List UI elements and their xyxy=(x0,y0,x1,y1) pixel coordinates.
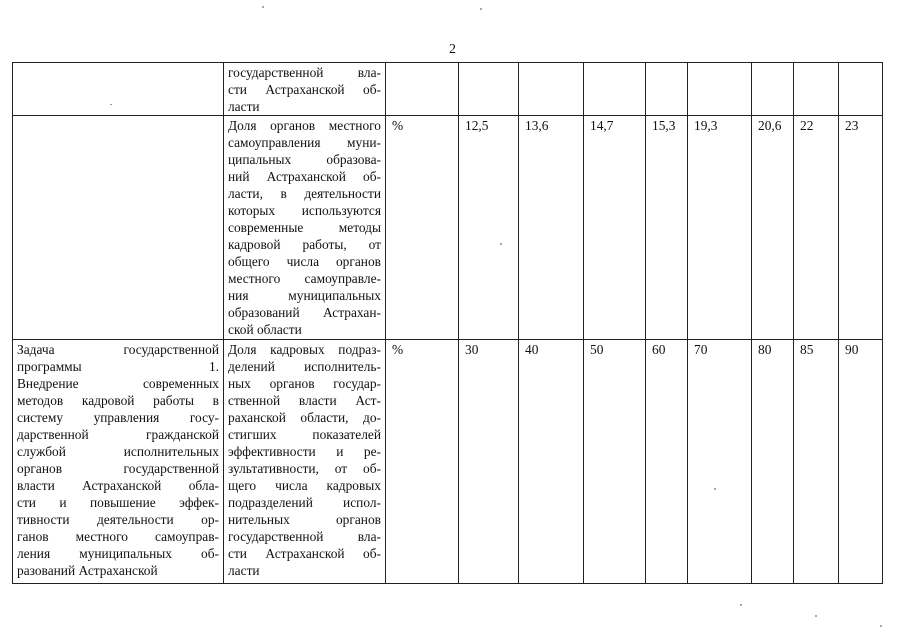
indicator-line: ных органов государ- xyxy=(228,376,381,391)
scan-speck xyxy=(714,488,716,490)
indicator-line: ний Астраханской об- xyxy=(228,169,381,184)
task-line: сти и повышение эффек- xyxy=(17,495,219,510)
value-cell: 23 xyxy=(839,116,883,340)
indicator-line: которых используются xyxy=(228,203,381,218)
table-body xyxy=(13,63,883,584)
unit-cell xyxy=(386,63,459,116)
indicator-line: подразделений испол- xyxy=(228,495,381,510)
indicator-line: Доля кадровых подраз- xyxy=(228,342,381,357)
page-number: 2 xyxy=(449,42,456,57)
task-line: ления муниципальных об- xyxy=(17,546,219,561)
indicator-line: сти Астраханской об- xyxy=(228,82,381,97)
task-line: методов кадровой работы в xyxy=(17,393,219,408)
indicator-line: нительных органов xyxy=(228,512,381,527)
value-cell: 90 xyxy=(839,340,883,584)
unit-cell: % xyxy=(386,116,459,340)
indicator-line: стигших показателей xyxy=(228,427,381,442)
indicator-line: ской области xyxy=(228,322,302,337)
scan-speck xyxy=(262,6,264,8)
task-cell xyxy=(13,116,224,340)
value-cell: 12,5 xyxy=(459,116,519,340)
value-cell xyxy=(459,63,519,116)
indicator-line: ласти xyxy=(228,563,260,578)
scan-speck xyxy=(500,243,502,245)
task-line: власти Астраханской обла- xyxy=(17,478,219,493)
indicators-table xyxy=(12,62,883,584)
indicator-line: современные методы xyxy=(228,220,381,235)
indicator-line: сти Астраханской об- xyxy=(228,546,381,561)
scan-speck xyxy=(110,104,112,105)
indicator-line: государственной вла- xyxy=(228,65,381,80)
indicator-cell xyxy=(224,63,386,116)
value-cell: 22 xyxy=(794,116,839,340)
scan-speck xyxy=(740,604,742,606)
indicator-cell xyxy=(224,116,386,340)
value-cell: 50 xyxy=(584,340,646,584)
indicator-line: эффективности и ре- xyxy=(228,444,381,459)
indicator-line: зультативности, от об- xyxy=(228,461,381,476)
value-cell: 15,3 xyxy=(646,116,688,340)
indicator-line: Доля органов местного xyxy=(228,118,381,133)
scan-speck xyxy=(480,8,482,10)
task-line: тивности деятельности ор- xyxy=(17,512,219,527)
scan-speck xyxy=(815,615,817,617)
indicator-line: ципальных образова- xyxy=(228,152,381,167)
task-line: программы 1. xyxy=(17,359,219,374)
indicator-line: ласти, в деятельности xyxy=(228,186,381,201)
value-cell xyxy=(646,63,688,116)
value-cell: 60 xyxy=(646,340,688,584)
value-cell: 85 xyxy=(794,340,839,584)
value-cell: 30 xyxy=(459,340,519,584)
task-line: дарственной гражданской xyxy=(17,427,219,442)
indicator-line: государственной вла- xyxy=(228,529,381,544)
indicator-line: самоуправления муни- xyxy=(228,135,381,150)
task-cell xyxy=(13,63,224,116)
indicator-line: ственной власти Аст- xyxy=(228,393,381,408)
task-line: Задача государственной xyxy=(17,342,219,357)
table-row xyxy=(13,340,883,584)
indicator-line: ния муниципальных xyxy=(228,288,381,303)
indicator-line: делений исполнитель- xyxy=(228,359,381,374)
value-cell xyxy=(752,63,794,116)
indicator-line: местного самоуправле- xyxy=(228,271,381,286)
unit-cell: % xyxy=(386,340,459,584)
value-cell: 70 xyxy=(688,340,752,584)
indicator-line: кадровой работы, от xyxy=(228,237,381,252)
task-line: органов государственной xyxy=(17,461,219,476)
indicator-line: щего числа кадровых xyxy=(228,478,381,493)
value-cell xyxy=(794,63,839,116)
value-cell: 13,6 xyxy=(519,116,584,340)
value-cell xyxy=(519,63,584,116)
value-cell xyxy=(584,63,646,116)
task-line: систему управления госу- xyxy=(17,410,219,425)
value-cell: 20,6 xyxy=(752,116,794,340)
task-line: ганов местного самоуправ- xyxy=(17,529,219,544)
task-line: Внедрение современных xyxy=(17,376,219,391)
indicator-line: общего числа органов xyxy=(228,254,381,269)
table-row xyxy=(13,116,883,340)
value-cell xyxy=(839,63,883,116)
table-row xyxy=(13,63,883,116)
scan-speck xyxy=(880,625,882,627)
indicator-line: образований Астрахан- xyxy=(228,305,381,320)
indicator-line: ласти xyxy=(228,99,260,114)
task-line: службой исполнительных xyxy=(17,444,219,459)
value-cell: 19,3 xyxy=(688,116,752,340)
task-line: разований Астраханской xyxy=(17,563,158,578)
value-cell: 80 xyxy=(752,340,794,584)
value-cell: 40 xyxy=(519,340,584,584)
indicator-line: раханской области, до- xyxy=(228,410,381,425)
task-cell xyxy=(13,340,224,584)
value-cell xyxy=(688,63,752,116)
indicator-cell xyxy=(224,340,386,584)
value-cell: 14,7 xyxy=(584,116,646,340)
